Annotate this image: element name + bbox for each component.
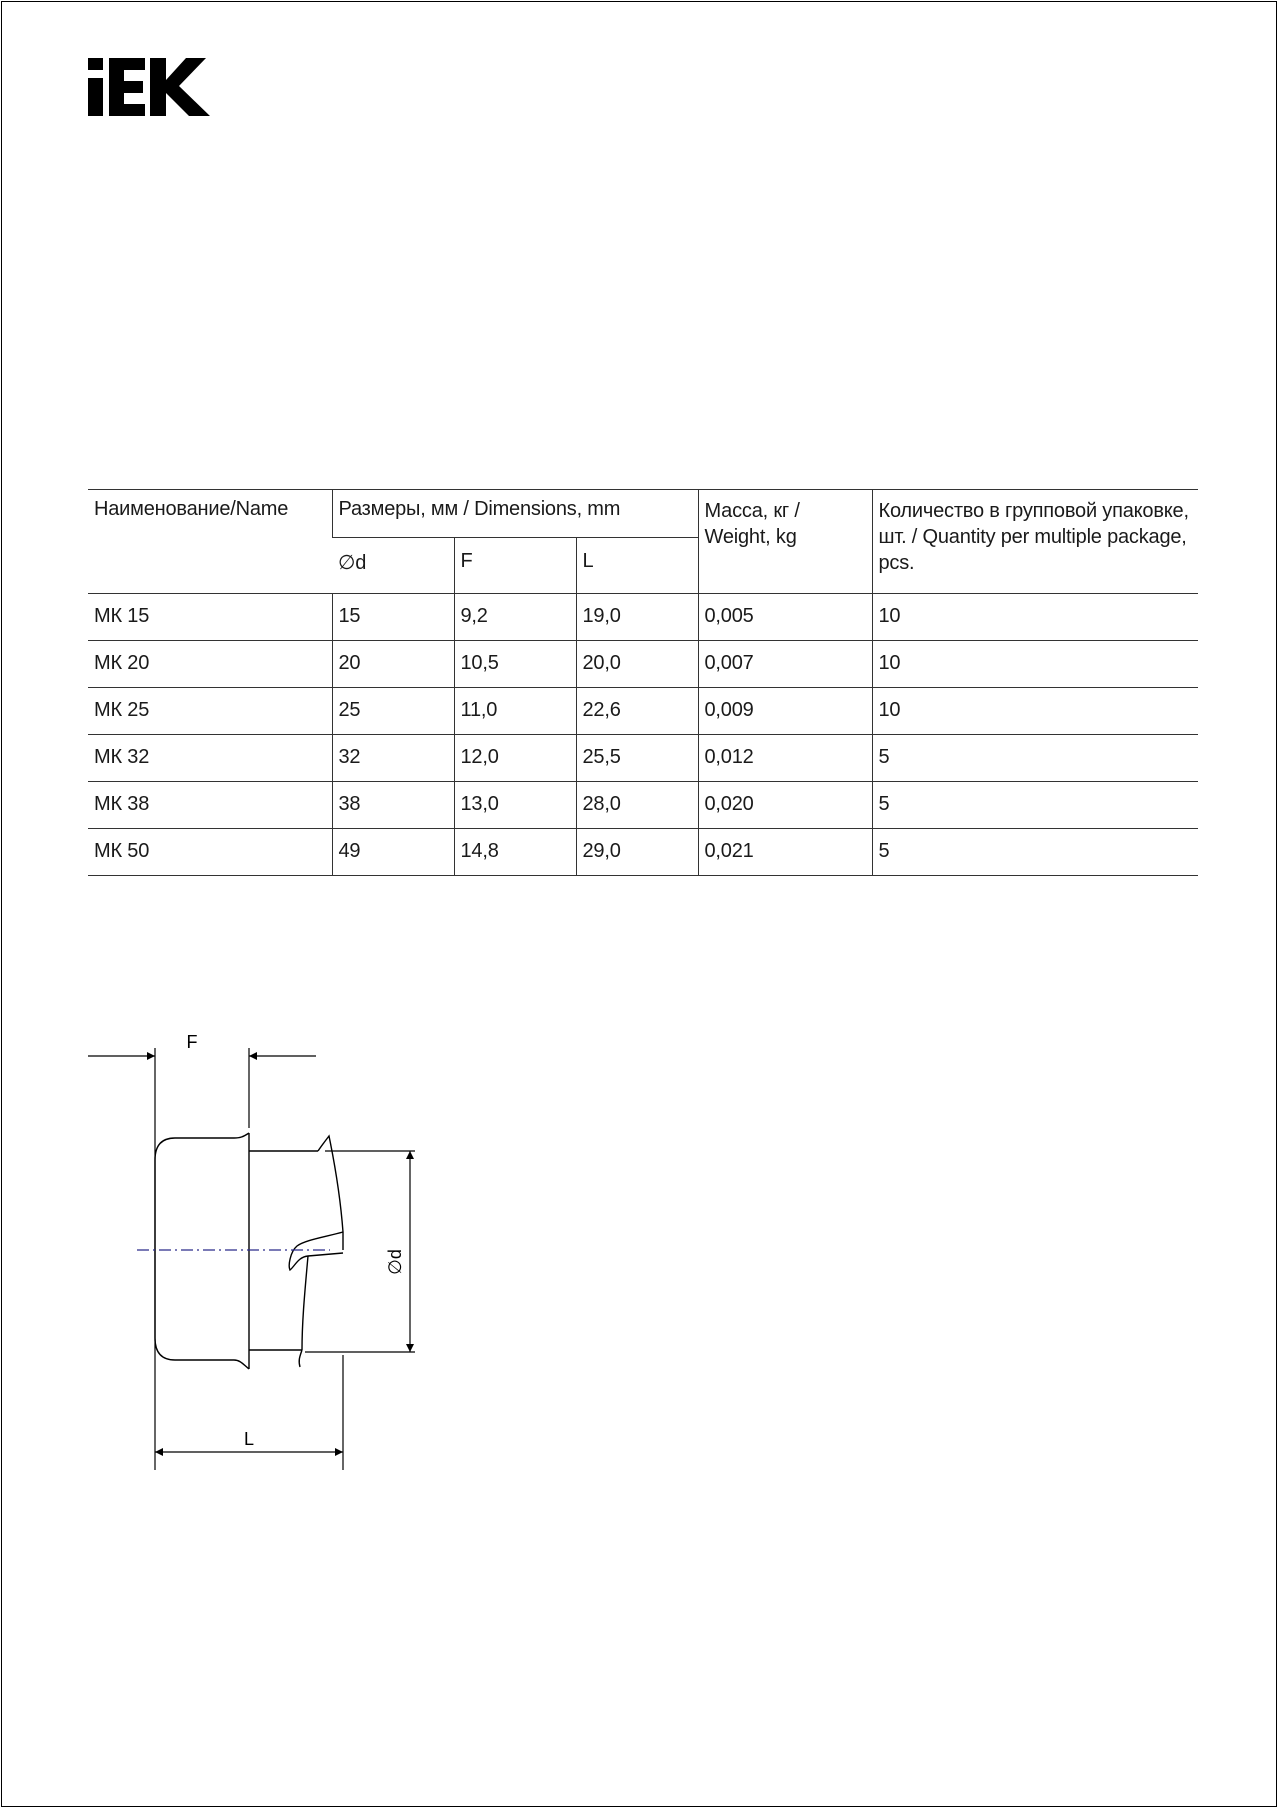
- table-row: [88, 829, 1198, 876]
- table-row: [88, 594, 1198, 641]
- cell-weight: 0,005: [698, 594, 872, 641]
- iek-logo: [88, 58, 212, 121]
- table-row: [88, 735, 1198, 782]
- cell-d: 25: [332, 688, 454, 735]
- cell-qty: 10: [872, 688, 1198, 735]
- cell-d: 32: [332, 735, 454, 782]
- header-name: Наименование/Name: [88, 490, 332, 594]
- cell-weight: 0,007: [698, 641, 872, 688]
- header-quantity: Количество в групповой упаковке, шт. / Quantity per multiple package, pcs.: [872, 490, 1198, 594]
- cell-l: 25,5: [576, 735, 698, 782]
- header-f: F: [454, 538, 576, 594]
- header-weight: Масса, кг / Weight, kg: [698, 490, 872, 594]
- cell-d: 38: [332, 782, 454, 829]
- plug-outline: [155, 1133, 343, 1369]
- cell-qty: 5: [872, 829, 1198, 876]
- label-f: F: [186, 1032, 198, 1052]
- cell-qty: 10: [872, 594, 1198, 641]
- cell-weight: 0,020: [698, 782, 872, 829]
- cell-weight: 0,012: [698, 735, 872, 782]
- header-diameter: ∅d: [332, 538, 454, 594]
- cell-f: 11,0: [454, 688, 576, 735]
- label-l: L: [243, 1429, 255, 1449]
- label-d: ∅d: [385, 1249, 405, 1275]
- cell-l: 22,6: [576, 688, 698, 735]
- iek-logo-graphic: [88, 58, 212, 116]
- cell-f: 9,2: [454, 594, 576, 641]
- cell-weight: 0,009: [698, 688, 872, 735]
- cell-name: МК 32: [88, 735, 332, 782]
- table-header-row: [88, 490, 1198, 538]
- header-l: L: [576, 538, 698, 594]
- plug-dimension-drawing: [0, 1020, 480, 1490]
- cell-l: 29,0: [576, 829, 698, 876]
- cell-d: 15: [332, 594, 454, 641]
- table-row: [88, 782, 1198, 829]
- table-row: [88, 688, 1198, 735]
- cell-f: 12,0: [454, 735, 576, 782]
- cell-name: МК 20: [88, 641, 332, 688]
- cell-qty: 5: [872, 735, 1198, 782]
- cell-qty: 5: [872, 782, 1198, 829]
- cell-f: 14,8: [454, 829, 576, 876]
- cell-name: МК 25: [88, 688, 332, 735]
- page-border: [1, 1, 1277, 1807]
- cell-l: 19,0: [576, 594, 698, 641]
- cell-name: МК 38: [88, 782, 332, 829]
- header-dimensions: Размеры, мм / Dimensions, mm: [332, 490, 698, 538]
- cell-weight: 0,021: [698, 829, 872, 876]
- cell-l: 28,0: [576, 782, 698, 829]
- cell-name: МК 50: [88, 829, 332, 876]
- table-row: [88, 641, 1198, 688]
- cell-d: 49: [332, 829, 454, 876]
- specification-table: [88, 489, 1198, 876]
- cell-qty: 10: [872, 641, 1198, 688]
- cell-name: МК 15: [88, 594, 332, 641]
- cell-d: 20: [332, 641, 454, 688]
- cell-f: 10,5: [454, 641, 576, 688]
- extension-lines: [155, 1048, 415, 1470]
- cell-f: 13,0: [454, 782, 576, 829]
- cell-l: 20,0: [576, 641, 698, 688]
